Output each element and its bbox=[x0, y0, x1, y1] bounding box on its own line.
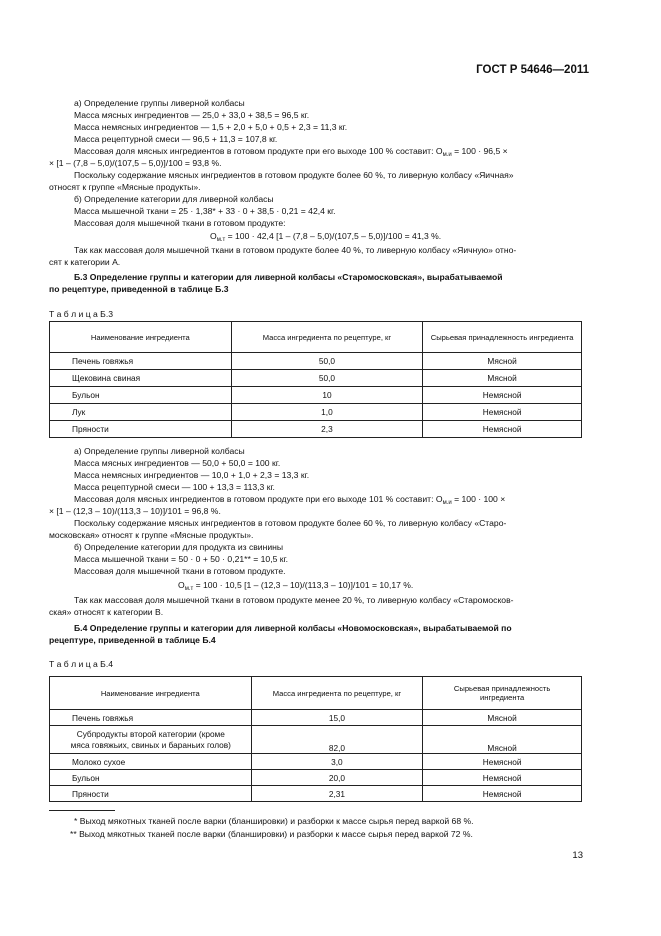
text-line: Масса мышечной ткани = 25 · 1,38* + 33 · 0 + 38,5 · 0,21 = 42,4 кг. bbox=[74, 206, 336, 216]
table-cell: Печень говяжья bbox=[50, 353, 232, 370]
table-cell: 2,31 bbox=[251, 786, 423, 802]
formula-line: $О_{м.т} = 100 \cdot 10,5$ [1 – (12,3 – 10)/(113,3 – 10)]/101 = 10,17 %. bbox=[178, 580, 414, 592]
section-title: рецептуре, приведенной в таблице Б.4 bbox=[49, 635, 216, 645]
table-cell: Немясной bbox=[423, 404, 582, 421]
section-title: по рецептуре, приведенной в таблице Б.3 bbox=[49, 284, 229, 294]
table-cell: 2,3 bbox=[231, 421, 423, 438]
table-cell: Лук bbox=[50, 404, 232, 421]
table-row bbox=[50, 786, 582, 802]
text-line: Масса мышечной ткани = 50 · 0 + 50 · 0,21** = 10,5 кг. bbox=[74, 554, 288, 564]
text-line: б) Определение категории для продукта из свинины bbox=[74, 542, 284, 552]
text-line: Массовая доля мышечной ткани в готовом продукте: bbox=[74, 218, 286, 228]
table-cell: Мясной bbox=[423, 710, 582, 726]
table-cell: Немясной bbox=[423, 786, 582, 802]
table-row bbox=[50, 353, 582, 370]
table-cell: Бульон bbox=[50, 387, 232, 404]
table-cell: Мясной bbox=[423, 370, 582, 387]
text-line: Поскольку содержание мясных ингредиентов в готовом продукте более 60 %, то ливерную колбасу «Яичная» bbox=[74, 170, 514, 180]
text-line: Масса немясных ингредиентов — 10,0 + 1,0 + 2,3 = 13,3 кг. bbox=[74, 470, 310, 480]
table-cell: Мясной bbox=[423, 726, 582, 754]
footnote: * Выход мякотных тканей после варки (бланшировки) и разборки к массе сырья перед варкой 68 %. bbox=[74, 816, 474, 826]
text-line: Масса мясных ингредиентов — 25,0 + 33,0 + 38,5 = 96,5 кг. bbox=[74, 110, 310, 120]
table-cell: 1,0 bbox=[231, 404, 423, 421]
text-line: Так как массовая доля мышечной ткани в готовом продукте менее 20 %, то ливерную колбасу «Старомосков- bbox=[74, 595, 514, 605]
section-title: Б.3 Определение группы и категории для ливерной колбасы «Старомосковская», вырабатываемой bbox=[74, 272, 503, 282]
table-header-row bbox=[50, 322, 582, 353]
text-line: московская» относят к группе «Мясные продукты». bbox=[49, 530, 254, 540]
table-cell: Бульон bbox=[50, 770, 252, 786]
footnote-divider bbox=[49, 810, 115, 811]
table-caption: Т а б л и ц а Б.3 bbox=[49, 309, 113, 319]
table-cell: Немясной bbox=[423, 421, 582, 438]
column-header: Сырьевая принадлежность ингредиента bbox=[423, 677, 582, 710]
table-b4 bbox=[49, 676, 582, 802]
text-line: сят к категории А. bbox=[49, 257, 121, 267]
table-cell: 10 bbox=[231, 387, 423, 404]
formula-line: Массовая доля мясных ингредиентов в готовом продукте при его выходе 101 % составит: $О_{м.и} = 100 \cdot 100$ × bbox=[74, 494, 506, 506]
table-cell: 3,0 bbox=[251, 754, 423, 770]
text-line: Масса рецептурной смеси — 96,5 + 11,3 = 107,8 кг. bbox=[74, 134, 278, 144]
text-line: × [1 – (7,8 – 5,0)/(107,5 – 5,0)]/100 = 93,8 %. bbox=[49, 158, 222, 168]
table-cell: 50,0 bbox=[231, 353, 423, 370]
table-cell: Щековина свиная bbox=[50, 370, 232, 387]
text-line: ская» относят к категории В. bbox=[49, 607, 164, 617]
table-cell: 82,0 bbox=[251, 726, 423, 754]
formula-line: Массовая доля мясных ингредиентов в готовом продукте при его выходе 100 % составит: $О_{м.и} = 100 \cdot 96,5$ × bbox=[74, 146, 508, 158]
table-row bbox=[50, 370, 582, 387]
text-line: Масса мясных ингредиентов — 50,0 + 50,0 = 100 кг. bbox=[74, 458, 281, 468]
table-row bbox=[50, 754, 582, 770]
table-cell: Печень говяжья bbox=[50, 710, 252, 726]
text-line: а) Определение группы ливерной колбасы bbox=[74, 98, 245, 108]
footnote: ** Выход мякотных тканей после варки (бланшировки) и разборки к массе сырья перед варкой 72 %. bbox=[70, 829, 473, 839]
formula-line: $О_{м.т} = 100 \cdot 42,4$ [1 – (7,8 – 5,0)/(107,5 – 5,0)]/100 = 41,3 %. bbox=[210, 231, 442, 243]
column-header: Масса ингредиента по рецептуре, кг bbox=[251, 677, 423, 710]
table-row bbox=[50, 421, 582, 438]
text-line: а) Определение группы ливерной колбасы bbox=[74, 446, 245, 456]
text-line: × [1 – (12,3 – 10)/(113,3 – 10)]/101 = 96,8 %. bbox=[49, 506, 221, 516]
table-cell: Пряности bbox=[50, 421, 232, 438]
page-number: 13 bbox=[572, 850, 583, 861]
section-title: Б.4 Определение группы и категории для ливерной колбасы «Новомосковская», вырабатываемой по bbox=[74, 623, 512, 633]
table-row bbox=[50, 770, 582, 786]
text-line: Масса рецептурной смеси — 100 + 13,3 = 113,3 кг. bbox=[74, 482, 275, 492]
table-header-row bbox=[50, 677, 582, 710]
table-row bbox=[50, 387, 582, 404]
table-cell: Мясной bbox=[423, 353, 582, 370]
table-cell: Субпродукты второй категории (кроме мяса говяжьих, свиных и бараньих голов) bbox=[50, 726, 252, 754]
table-caption: Т а б л и ц а Б.4 bbox=[49, 659, 113, 669]
table-cell: 20,0 bbox=[251, 770, 423, 786]
column-header: Масса ингредиента по рецептуре, кг bbox=[231, 322, 423, 353]
column-header: Наименование ингредиента bbox=[50, 322, 232, 353]
document-header: ГОСТ Р 54646—2011 bbox=[476, 64, 589, 76]
table-b3 bbox=[49, 321, 582, 438]
text-line: Так как массовая доля мышечной ткани в готовом продукте более 40 %, то ливерную колбасу «Яичную» отно- bbox=[74, 245, 517, 255]
table-cell: 15,0 bbox=[251, 710, 423, 726]
table-cell: Молоко сухое bbox=[50, 754, 252, 770]
text-line: Массовая доля мышечной ткани в готовом продукте. bbox=[74, 566, 286, 576]
text-line: Масса немясных ингредиентов — 1,5 + 2,0 + 5,0 + 0,5 + 2,3 = 11,3 кг. bbox=[74, 122, 348, 132]
table-row bbox=[50, 726, 582, 754]
column-header: Наименование ингредиента bbox=[50, 677, 252, 710]
table-cell: Немясной bbox=[423, 754, 582, 770]
column-header: Сырьевая принадлежность ингредиента bbox=[423, 322, 582, 353]
table-cell: Пряности bbox=[50, 786, 252, 802]
text-line: относят к группе «Мясные продукты». bbox=[49, 182, 201, 192]
table-row bbox=[50, 710, 582, 726]
table-cell: 50,0 bbox=[231, 370, 423, 387]
table-row bbox=[50, 404, 582, 421]
table-cell: Немясной bbox=[423, 770, 582, 786]
text-line: б) Определение категории для ливерной колбасы bbox=[74, 194, 274, 204]
text-line: Поскольку содержание мясных ингредиентов в готовом продукте более 60 %, то ливерную колбасу «Старо- bbox=[74, 518, 507, 528]
table-cell: Немясной bbox=[423, 387, 582, 404]
